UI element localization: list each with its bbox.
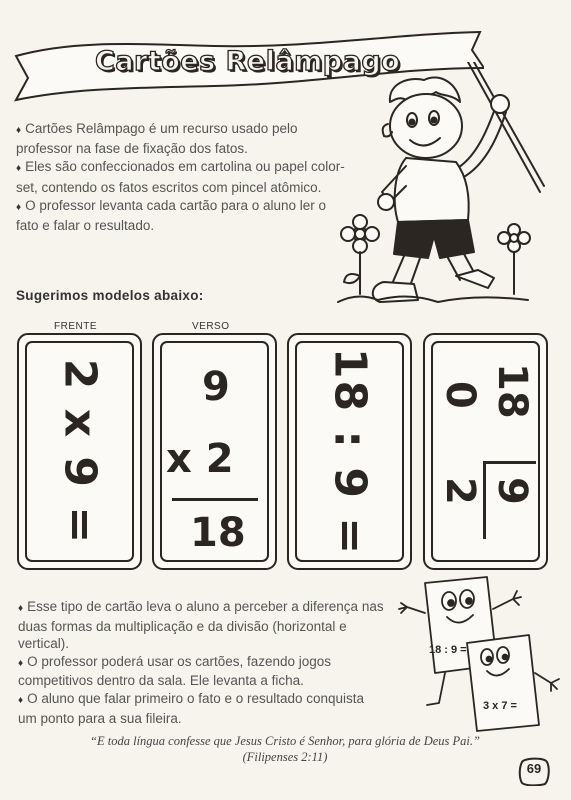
intro-item: ♦ Eles são confeccionados em cartolina ou papel color-set, contendo os fatos escritos com pincel atômico. <box>16 159 345 195</box>
card-text: 18 : 9 = <box>324 347 375 556</box>
usage-item: ♦ O aluno que falar primeiro o fato e o resultado conquista um ponto para a sua fileira. <box>18 690 365 726</box>
intro-text <box>16 120 348 235</box>
usage-item: ♦ O professor poderá usar os cartões, fazendo jogos competitivos dentro da sala. Ele levanta a ficha. <box>18 653 332 689</box>
card-divisor: 9 <box>488 476 535 505</box>
bullet-diamond-icon: ♦ <box>16 125 22 136</box>
usage-item: ♦ Esse tipo de cartão leva o aluno a perceber a diferença nas duas formas da multiplicação e da divisão (horizontal e vertical). <box>18 599 384 652</box>
flower-icon <box>498 224 530 294</box>
flash-card-back <box>152 333 277 570</box>
flash-card-front <box>287 333 412 570</box>
card-multiplier: x 2 <box>166 436 234 482</box>
card-quotient: 2 <box>436 476 483 505</box>
intro-item: ♦ Cartões Relâmpago é um recurso usado pelo professor na fase de fixação dos fatos. <box>16 121 298 157</box>
quote-text: “E toda língua confesse que Jesus Cristo é Senhor, para glória de Deus Pai.” <box>90 734 480 748</box>
mascot-card-text: 3 x 7 = <box>483 700 517 712</box>
models-subtitle: Sugerimos modelos abaixo: <box>16 288 204 303</box>
back-label: VERSO <box>192 321 230 332</box>
card-result: 18 <box>190 510 246 556</box>
page-title: Cartões Relâmpago <box>95 46 401 77</box>
bullet-diamond-icon: ♦ <box>16 201 22 213</box>
front-label: FRENTE <box>54 321 97 332</box>
flower-icon <box>341 215 379 294</box>
quote-reference: (Filipenses 2:11) <box>242 750 328 764</box>
mascot-card-text: 18 : 9 = <box>429 644 467 656</box>
bullet-diamond-icon: ♦ <box>18 657 24 669</box>
bullet-diamond-icon: ♦ <box>18 603 24 614</box>
division-bracket-vertical <box>484 461 536 464</box>
bible-quote <box>40 733 530 765</box>
division-block <box>436 357 536 547</box>
page-number: 69 <box>526 761 542 776</box>
result-line <box>172 498 258 501</box>
bullet-diamond-icon: ♦ <box>16 163 22 175</box>
flash-card-front <box>17 333 142 570</box>
usage-text <box>18 598 386 727</box>
flash-card-back <box>423 333 548 570</box>
card-dividend: 18 <box>488 362 535 419</box>
boy-flag-illustration <box>328 62 548 310</box>
card-top-number: 9 <box>202 364 230 410</box>
intro-item: ♦ O professor levanta cada cartão para o aluno ler o fato e falar o resultado. <box>16 197 327 234</box>
division-bracket-horizontal <box>483 461 486 539</box>
card-mascot-illustration <box>395 573 565 733</box>
card-remainder: 0 <box>436 380 483 409</box>
bullet-diamond-icon: ♦ <box>18 694 24 706</box>
card-text: 2 x 9 = <box>54 358 105 545</box>
